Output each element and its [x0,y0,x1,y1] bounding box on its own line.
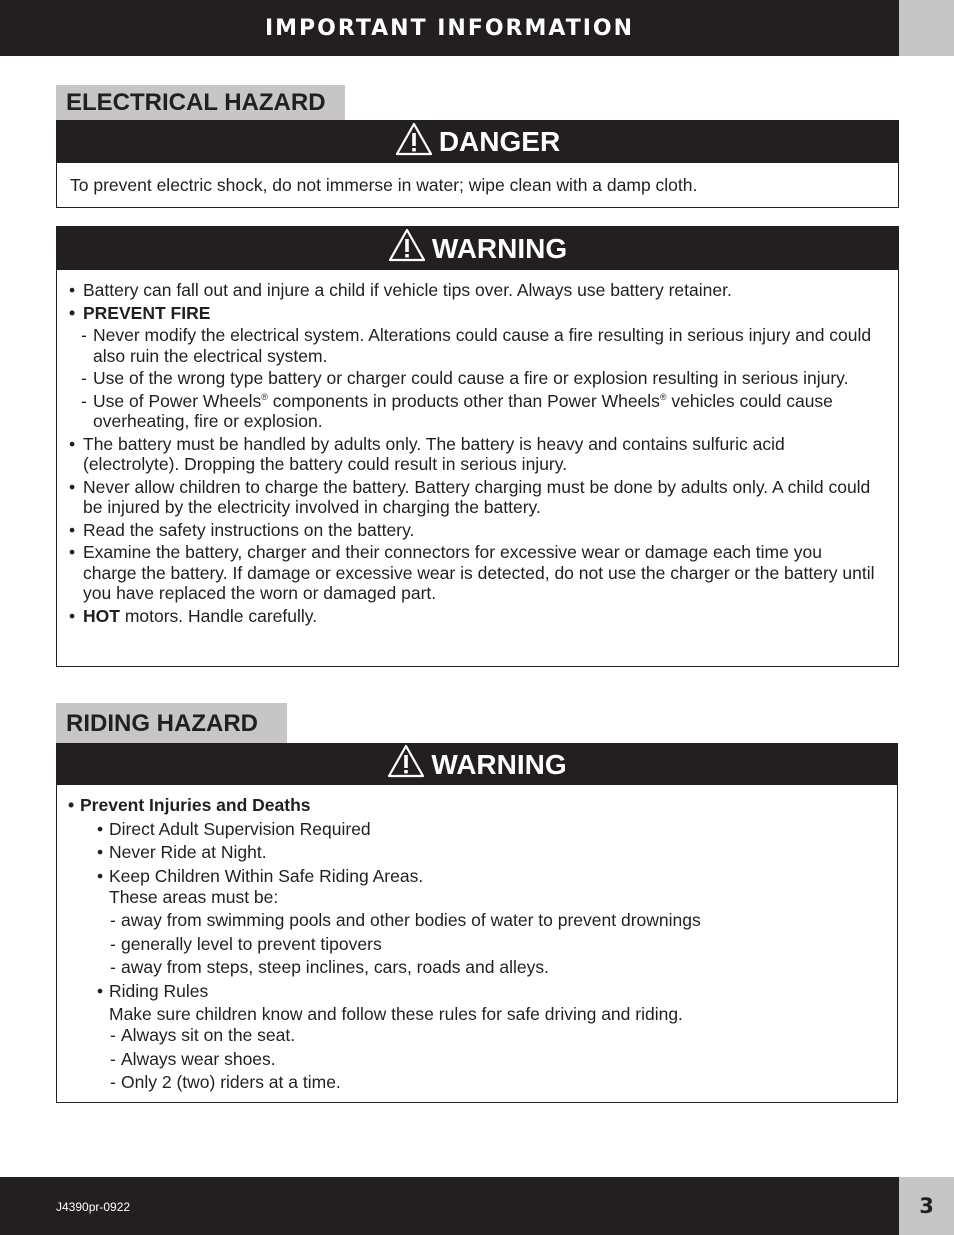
warning-triangle-icon [395,122,439,163]
registered-mark: ® [659,391,667,402]
hot-label: HOT [83,605,120,626]
prevent-fire-heading: • PREVENT FIRE [69,303,878,324]
list-item: - Always sit on the seat. [68,1025,877,1046]
warning-triangle-icon [388,228,432,269]
list-item: - Never modify the electrical system. Alterations could cause a fire resulting in serious injury and could also ruin the electrical system. [69,325,878,366]
electrical-hazard-label [56,85,345,121]
page-title: IMPORTANT INFORMATION [264,16,635,41]
riding-hazard-label [56,703,287,744]
riding-hazard-label-text: RIDING HAZARD [66,710,258,737]
areas-intro: These areas must be: [109,886,279,907]
warning-triangle-icon [387,744,431,785]
list-item: • Read the safety instructions on the battery. [69,520,878,541]
list-item [69,391,878,432]
prevent-injuries-heading: • Prevent Injuries and Deaths [68,795,877,816]
electrical-hazard-label-text: ELECTRICAL HAZARD [66,89,326,116]
list-item: - Use of the wrong type battery or charger could cause a fire or explosion resulting in serious injury. [69,368,878,389]
riding-warning-heading [57,744,897,785]
list-item: - away from steps, steep inclines, cars, roads and alleys. [68,957,877,978]
list-item: • Riding Rules [68,981,877,1002]
list-item: - Only 2 (two) riders at a time. [68,1072,877,1093]
electrical-warning-box [56,226,899,667]
danger-heading-text: DANGER [438,126,561,157]
registered-mark: ® [261,391,268,402]
list-item: • Direct Adult Supervision Required [68,819,877,840]
riding-warning-box [56,743,898,1103]
list-item: - generally level to prevent tipovers [68,934,877,955]
list-item: • Examine the battery, charger and their connectors for excessive wear or damage each time you charge the battery. If damage or excessive wear is detected, do not use the charger or the battery until you have replaced the worn or damaged part. [69,542,878,604]
power-wheels-text-c: vehicles could cause overheating, fire or explosion. [93,390,833,431]
danger-text: To prevent electric shock, do not immerse in water; wipe clean with a damp cloth. [70,175,698,195]
riding-warning-body [57,785,897,1093]
hot-text: motors. Handle carefully. [119,605,318,626]
list-item: • The battery must be handled by adults only. The battery is heavy and contains sulfuric acid (electrolyte). Dropping the battery could result in serious injury. [69,434,878,475]
list-item: • Keep Children Within Safe Riding Areas. [68,866,877,887]
list-item: • Never Ride at Night. [68,842,877,863]
list-item [69,606,878,627]
rules-intro: Make sure children know and follow these rules for safe driving and riding. [109,1004,683,1024]
footer-bar [0,1177,899,1235]
page-number: 3 [899,1177,954,1235]
electrical-warning-heading [57,227,898,270]
list-item: - Always wear shoes. [68,1049,877,1070]
electrical-warning-heading-text: WARNING [431,232,568,264]
list-item: • Battery can fall out and injure a child if vehicle tips over. Always use battery retainer. [69,280,878,301]
riding-warning-heading-text: WARNING [431,748,567,780]
corner-tab [899,0,954,56]
power-wheels-text-a: Use of Power Wheels [93,390,262,411]
list-item: • Never allow children to charge the battery. Battery charging must be done by adults only. A child could be injured by the electricity involved in charging the battery. [69,477,878,518]
electrical-warning-body [57,270,898,626]
danger-box [56,120,899,208]
power-wheels-text-b: components in products other than Power Wheels [267,390,660,411]
document-id: J4390pr-0922 [56,1200,131,1214]
list-item: - away from swimming pools and other bodies of water to prevent drownings [68,910,877,931]
danger-heading [57,121,898,163]
